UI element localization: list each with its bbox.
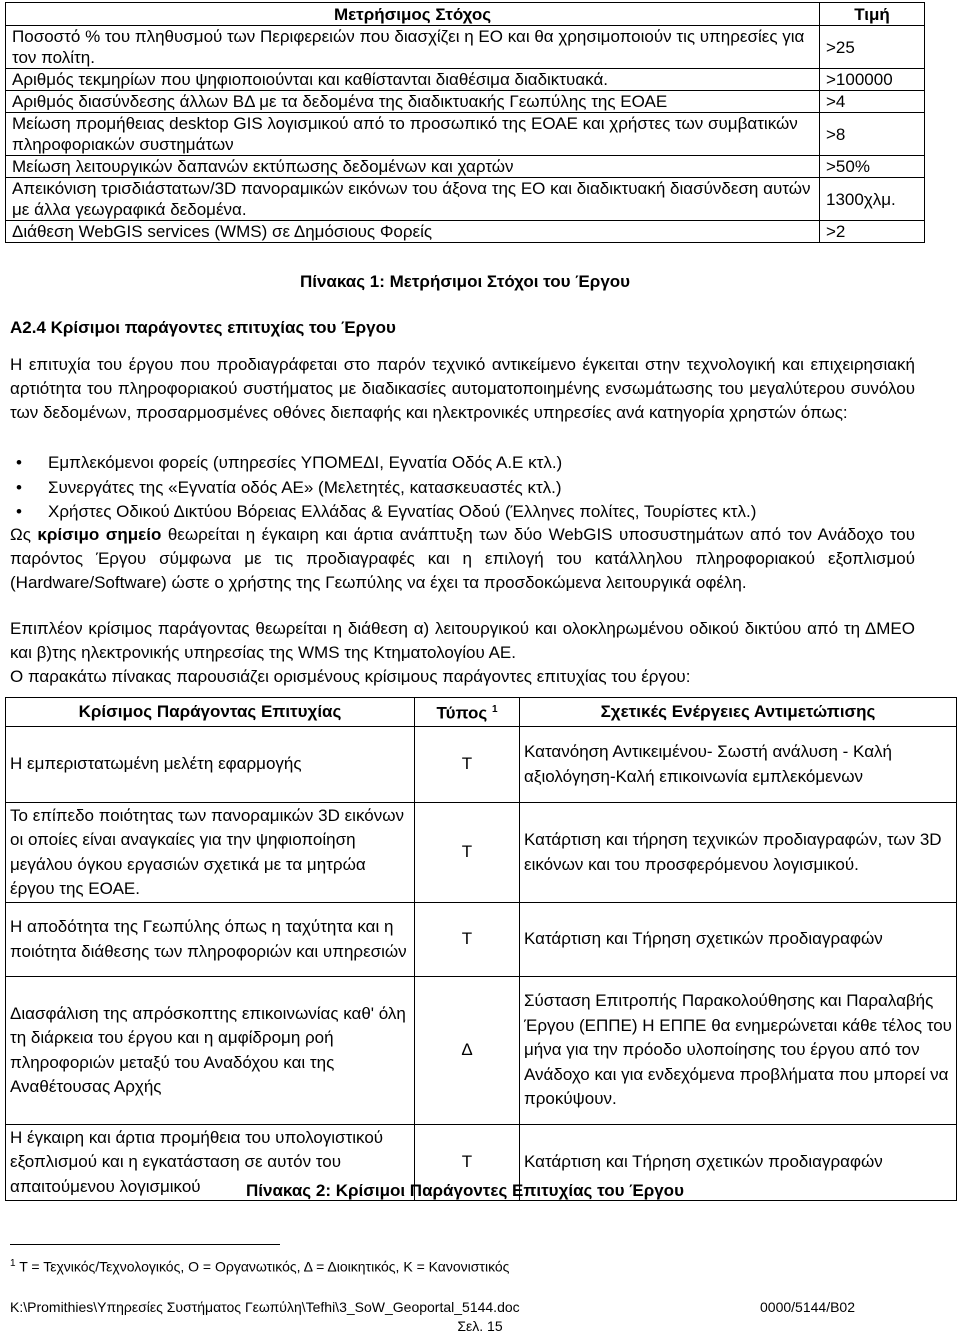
table-intro-paragraph: Ο παρακάτω πίνακας παρουσιάζει ορισμένους κρίσιμους παράγοντες επιτυχίας του έργου: [10, 667, 691, 686]
table-row [6, 803, 957, 903]
bullet-icon: • [16, 453, 22, 472]
actions-cell: Κατανόηση Αντικειμένου- Σωστή ανάλυση - Καλή αξιολόγηση-Καλή επικοινωνία εμπλεκόμενων [520, 727, 957, 803]
value-cell: >50% [820, 156, 925, 178]
table-row [6, 26, 925, 69]
bullet-icon: • [16, 477, 22, 497]
intro-paragraph: Η επιτυχία του έργου που προδιαγράφεται στο παρόν τεχνικό αντικείμενο έγκειται στην τεχνολογική και επιχειρησιακή αρτιότητα του πληροφοριακού συστήματος με διαδικασίες αυτοματοποιημένης ενσωμάτωσης του μεγαλύτερου συνόλου των δεδομένων, προσαρμοσμένες οθόνες διεπαφής και ηλεκτρονικές υπηρεσίες ανά κατηγορία χρηστών όπως: [10, 355, 915, 422]
factor-cell: Το επίπεδο ποιότητας των πανοραμικών 3D εικόνων οι οποίες είναι αναγκαίες για την ψηφιοποίηση μεγάλου όγκου εργασιών σχετικά με τα μητρώα έργου της ΕΟΑΕ. [6, 803, 415, 903]
value-cell: >4 [820, 91, 925, 113]
table-row [6, 903, 957, 977]
type-cell: Τ [415, 903, 520, 977]
list-item-text: Εμπλεκόμενοι φορείς (υπηρεσίες ΥΠΟΜΕΔΙ, Εγνατία Οδός Α.Ε κτλ.) [48, 453, 563, 472]
list-item [10, 500, 915, 525]
factor-cell: Η εμπεριστατωμένη μελέτη εφαρμογής [6, 727, 415, 803]
footnote-ref: 1 [491, 704, 498, 715]
factor-cell: Η αποδότητα της Γεωπύλης όπως η ταχύτητα και η ποιότητα διάθεσης των πληροφοριών και υπηρεσιών [6, 903, 415, 977]
footnote [10, 1258, 509, 1275]
critical-point-paragraph [10, 523, 915, 595]
value-cell: >100000 [820, 69, 925, 91]
table-row [6, 977, 957, 1125]
table-row [6, 727, 957, 803]
value-cell: >8 [820, 113, 925, 156]
table-row [6, 113, 925, 156]
value-cell: >2 [820, 221, 925, 243]
table-row [6, 156, 925, 178]
measurable-goals-table [5, 2, 925, 243]
list-item [10, 451, 915, 476]
actions-cell: Κατάρτιση και Τήρηση σχετικών προδιαγραφών [520, 1125, 957, 1201]
list-item [10, 476, 915, 501]
footnote-divider [10, 1244, 280, 1245]
type-cell: Τ [415, 727, 520, 803]
footer-document-code: 0000/5144/Β02 [760, 1299, 855, 1315]
header-value: Τιμή [820, 3, 925, 26]
goal-cell: Αριθμός διασύνδεσης άλλων ΒΔ με τα δεδομένα της διαδικτυακής Γεωπύλης της ΕΟΑΕ [6, 91, 820, 113]
bullet-icon: • [16, 502, 22, 521]
footnote-mark: 1 [10, 1258, 16, 1269]
list-item-text: Συνεργάτες της «Εγνατία οδός ΑΕ» (Μελετητές, κατασκευαστές κτλ.) [48, 477, 562, 497]
footer-file-path: K:\Promithies\Υπηρεσίες Συστήματος Γεωπύλη\Tefhi\3_SoW_Geoportal_5144.doc [10, 1299, 520, 1315]
paragraph-text: Ως [10, 525, 38, 544]
table2-caption: Πίνακας 2: Κρίσιμοι Παράγοντες Επιτυχίας του Έργου [246, 1181, 684, 1200]
user-category-list [10, 451, 915, 525]
value-cell: >25 [820, 26, 925, 69]
section-heading: Α2.4 Κρίσιμοι παράγοντες επιτυχίας του Έργου [10, 318, 396, 337]
table-row [6, 178, 925, 221]
table-header-row [6, 698, 957, 727]
footnote-text: Τ = Τεχνικός/Τεχνολογικός, Ο = Οργανωτικός, Δ = Διοικητικός, Κ = Κανονιστικός [15, 1258, 510, 1275]
table-row [6, 69, 925, 91]
additional-factor-paragraph: Επιπλέον κρίσιμος παράγοντας θεωρείται η διάθεση α) λειτουργικού και ολοκληρωμένου οδικού δικτύου από τη ΔΜΕΟ και β)της ηλεκτρονικής υπηρεσίας της WMS της Κτηματολογίου ΑΕ. [10, 619, 915, 662]
emphasis-text: κρίσιμο σημείο [37, 525, 162, 544]
page-number: Σελ. 15 [457, 1318, 503, 1334]
value-cell: 1300χλμ. [820, 178, 925, 221]
goal-cell: Μείωση λειτουργικών δαπανών εκτύπωσης δεδομένων και χαρτών [6, 156, 820, 178]
table-row [6, 91, 925, 113]
header-factor: Κρίσιμος Παράγοντας Επιτυχίας [6, 698, 415, 727]
type-cell: Τ [415, 1125, 520, 1201]
factor-cell: Διασφάλιση της απρόσκοπτης επικοινωνίας καθ' όλη τη διάρκεια του έργου και η αμφίδρομη ροή πληροφοριών μεταξύ του Αναδόχου και της Αναθέτουσας Αρχής [6, 977, 415, 1125]
actions-cell: Κατάρτιση και Τήρηση σχετικών προδιαγραφών [520, 903, 957, 977]
header-goal: Μετρήσιμος Στόχος [6, 3, 820, 26]
type-cell: Δ [415, 977, 520, 1125]
critical-success-factors-table [5, 697, 957, 1201]
table-row [6, 221, 925, 243]
goal-cell: Αριθμός τεκμηρίων που ψηφιοποιούνται και καθίστανται διαθέσιμα διαδικτυακά. [6, 69, 820, 91]
table1-caption: Πίνακας 1: Μετρήσιμοι Στόχοι του Έργου [299, 272, 631, 291]
header-type-label: Τύπος [436, 703, 488, 723]
list-item-text: Χρήστες Οδικού Δικτύου Βόρειας Ελλάδας & Εγνατίας Οδού (Έλληνες πολίτες, Τουρίστες κτλ.) [48, 502, 757, 521]
table-header-row [6, 3, 925, 26]
goal-cell: Απεικόνιση τρισδιάστατων/3D πανοραμικών εικόνων του άξονα της ΕΟ και διαδικτυακή διασύνδεση αυτών με άλλα γεωγραφικά δεδομένα. [6, 178, 820, 221]
factor-cell: Η έγκαιρη και άρτια προμήθεια του υπολογιστικού εξοπλισμού και η εγκατάσταση σε αυτόν του απαιτούμενου λογισμικού [6, 1125, 415, 1201]
goal-cell: Μείωση προμήθειας desktop GIS λογισμικού από το προσωπικό της ΕΟΑΕ και χρήστες των συμβατικών πληροφοριακών συστημάτων [6, 113, 820, 156]
header-actions: Σχετικές Ενέργειες Αντιμετώπισης [520, 698, 957, 727]
goal-cell: Διάθεση WebGIS services (WMS) σε Δημόσιους Φορείς [6, 221, 820, 243]
type-cell: Τ [415, 803, 520, 903]
actions-cell: Κατάρτιση και τήρηση τεχνικών προδιαγραφών, των 3D εικόνων και του προσφερόμενου λογισμικού. [520, 803, 957, 903]
header-type [415, 698, 520, 727]
paragraph-text: θεωρείται η έγκαιρη και άρτια ανάπτυξη των δύο WebGIS υποσυστημάτων από τον Ανάδοχο του παρόντος Έργου σύμφωνα με τις προδιαγραφές και η επιλογή του κατάλληλου πληροφοριακού εξοπλισμού (Hardware/Software) ώστε ο χρήστης της Γεωπύλης να έχει τα προσδοκώμενα λειτουργικά οφέλη. [10, 525, 915, 592]
actions-cell: Σύσταση Επιτροπής Παρακολούθησης και Παραλαβής Έργου (ΕΠΠΕ) Η ΕΠΠΕ θα ενημερώνεται κάθε τέλος του μήνα για την πρόοδο υλοποίησης του έργου από τον Ανάδοχο και για ενδεχόμενα προβλήματα που μπορεί να προκύψουν. [520, 977, 957, 1125]
goal-cell: Ποσοστό % του πληθυσμού των Περιφερειών που διασχίζει η ΕΟ και θα χρησιμοποιούν τις υπηρεσίες για τον πολίτη. [6, 26, 820, 69]
